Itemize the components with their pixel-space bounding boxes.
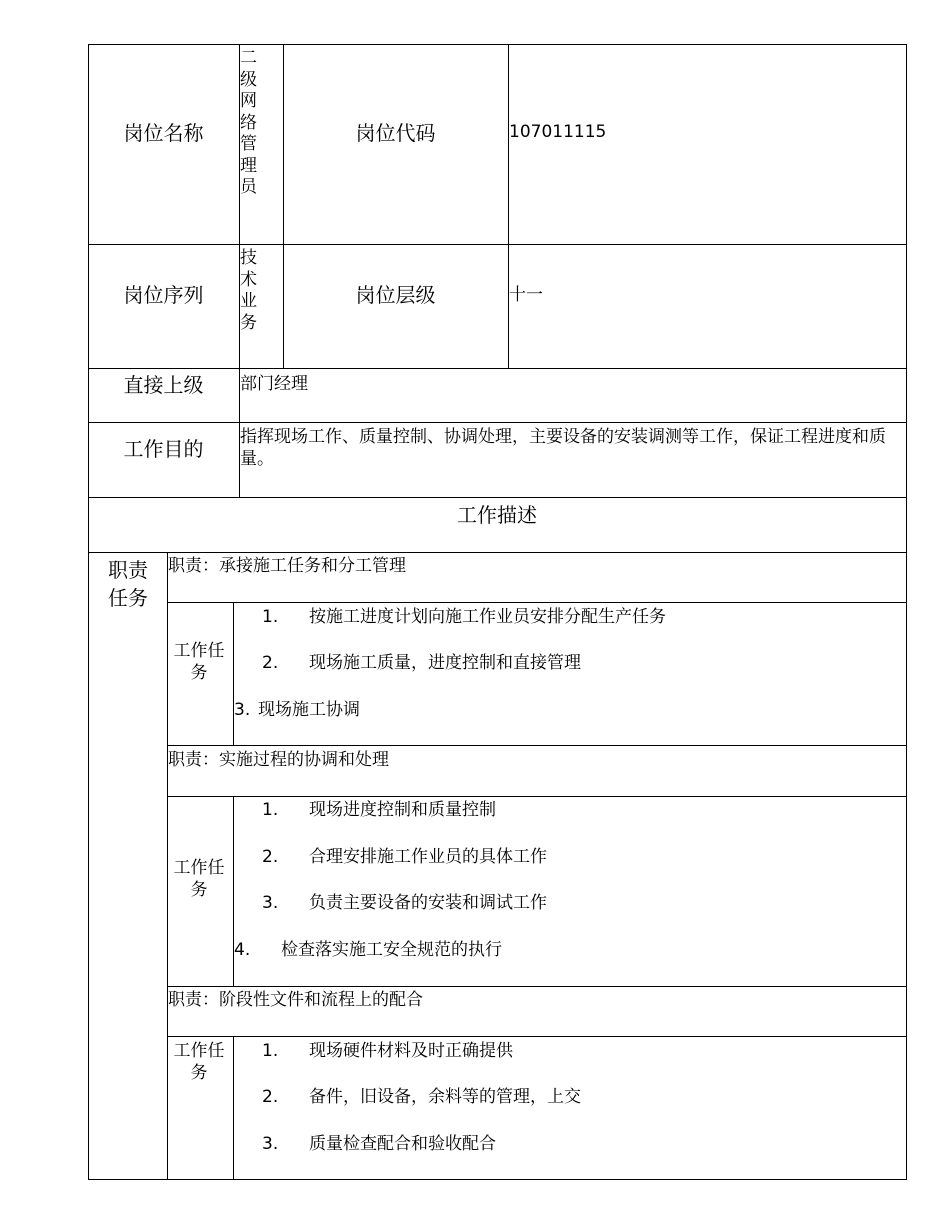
table-border [167,745,907,746]
job-name-value: 二级网络管理员 [240,48,257,197]
table-border [88,244,907,245]
job-name-label: 岗位名称 [123,121,204,145]
task-text: 现场硬件材料及时正确提供 [309,1041,513,1061]
task-number: 2. [262,1087,279,1107]
job-sequence-label: 岗位序列 [123,283,204,307]
task-text: 备件，旧设备，余料等的管理，上交 [309,1087,581,1107]
duty-title: 职责：阶段性文件和流程上的配合 [168,990,423,1010]
task-number: 2. [262,653,279,673]
table-border [283,44,284,369]
job-code-label: 岗位代码 [355,121,436,145]
table-border [88,44,89,1180]
purpose-value: 指挥现场工作、质量控制、协调处理，主要设备的安装调测等工作，保证工程进度和质量。 [240,427,886,469]
task-number: 3. [262,1134,279,1154]
duty-title: 职责：实施过程的协调和处理 [168,750,389,770]
superior-label: 直接上级 [123,373,204,397]
task-text: 负责主要设备的安装和调试工作 [309,893,547,913]
task-label: 工作任务 [173,1041,225,1083]
task-number: 2. [262,847,279,867]
table-border [88,368,907,369]
task-text: 现场进度控制和质量控制 [309,800,496,820]
table-border [88,422,907,423]
table-border [906,44,907,1180]
table-border [88,552,907,553]
task-text: 检查落实施工安全规范的执行 [281,940,502,960]
description-title: 工作描述 [457,503,537,527]
table-border [88,497,907,498]
job-level-label: 岗位层级 [355,283,436,307]
task-text: 合理安排施工作业员的具体工作 [309,847,547,867]
task-text: 现场施工协调 [258,700,360,720]
task-label: 工作任务 [173,858,225,900]
job-sequence-value: 技术业务 [240,248,257,333]
table-border [88,1179,907,1180]
purpose-label: 工作目的 [123,437,204,461]
table-border [508,44,509,369]
superior-value: 部门经理 [240,374,308,394]
task-text: 质量检查配合和验收配合 [309,1134,496,1154]
task-number: 3. [234,700,251,720]
task-label: 工作任务 [173,641,225,683]
table-border [88,44,907,45]
task-number: 3. [262,893,279,913]
table-border [167,986,907,987]
task-number: 1. [262,800,279,820]
task-number: 1. [262,1041,279,1061]
table-border [167,602,907,603]
table-border [167,796,907,797]
table-border [167,1036,907,1037]
table-border [233,1036,234,1180]
task-number: 1. [262,607,279,627]
task-number: 4. [234,940,251,960]
duty-title: 职责：承接施工任务和分工管理 [168,556,406,576]
task-text: 按施工进度计划向施工作业员安排分配生产任务 [309,607,666,627]
job-level-value: 十一 [509,285,543,305]
job-code-value: 107011115 [509,122,607,142]
task-text: 现场施工质量，进度控制和直接管理 [309,653,581,673]
table-border [233,602,234,746]
duties-label: 职责任务 [108,558,148,610]
